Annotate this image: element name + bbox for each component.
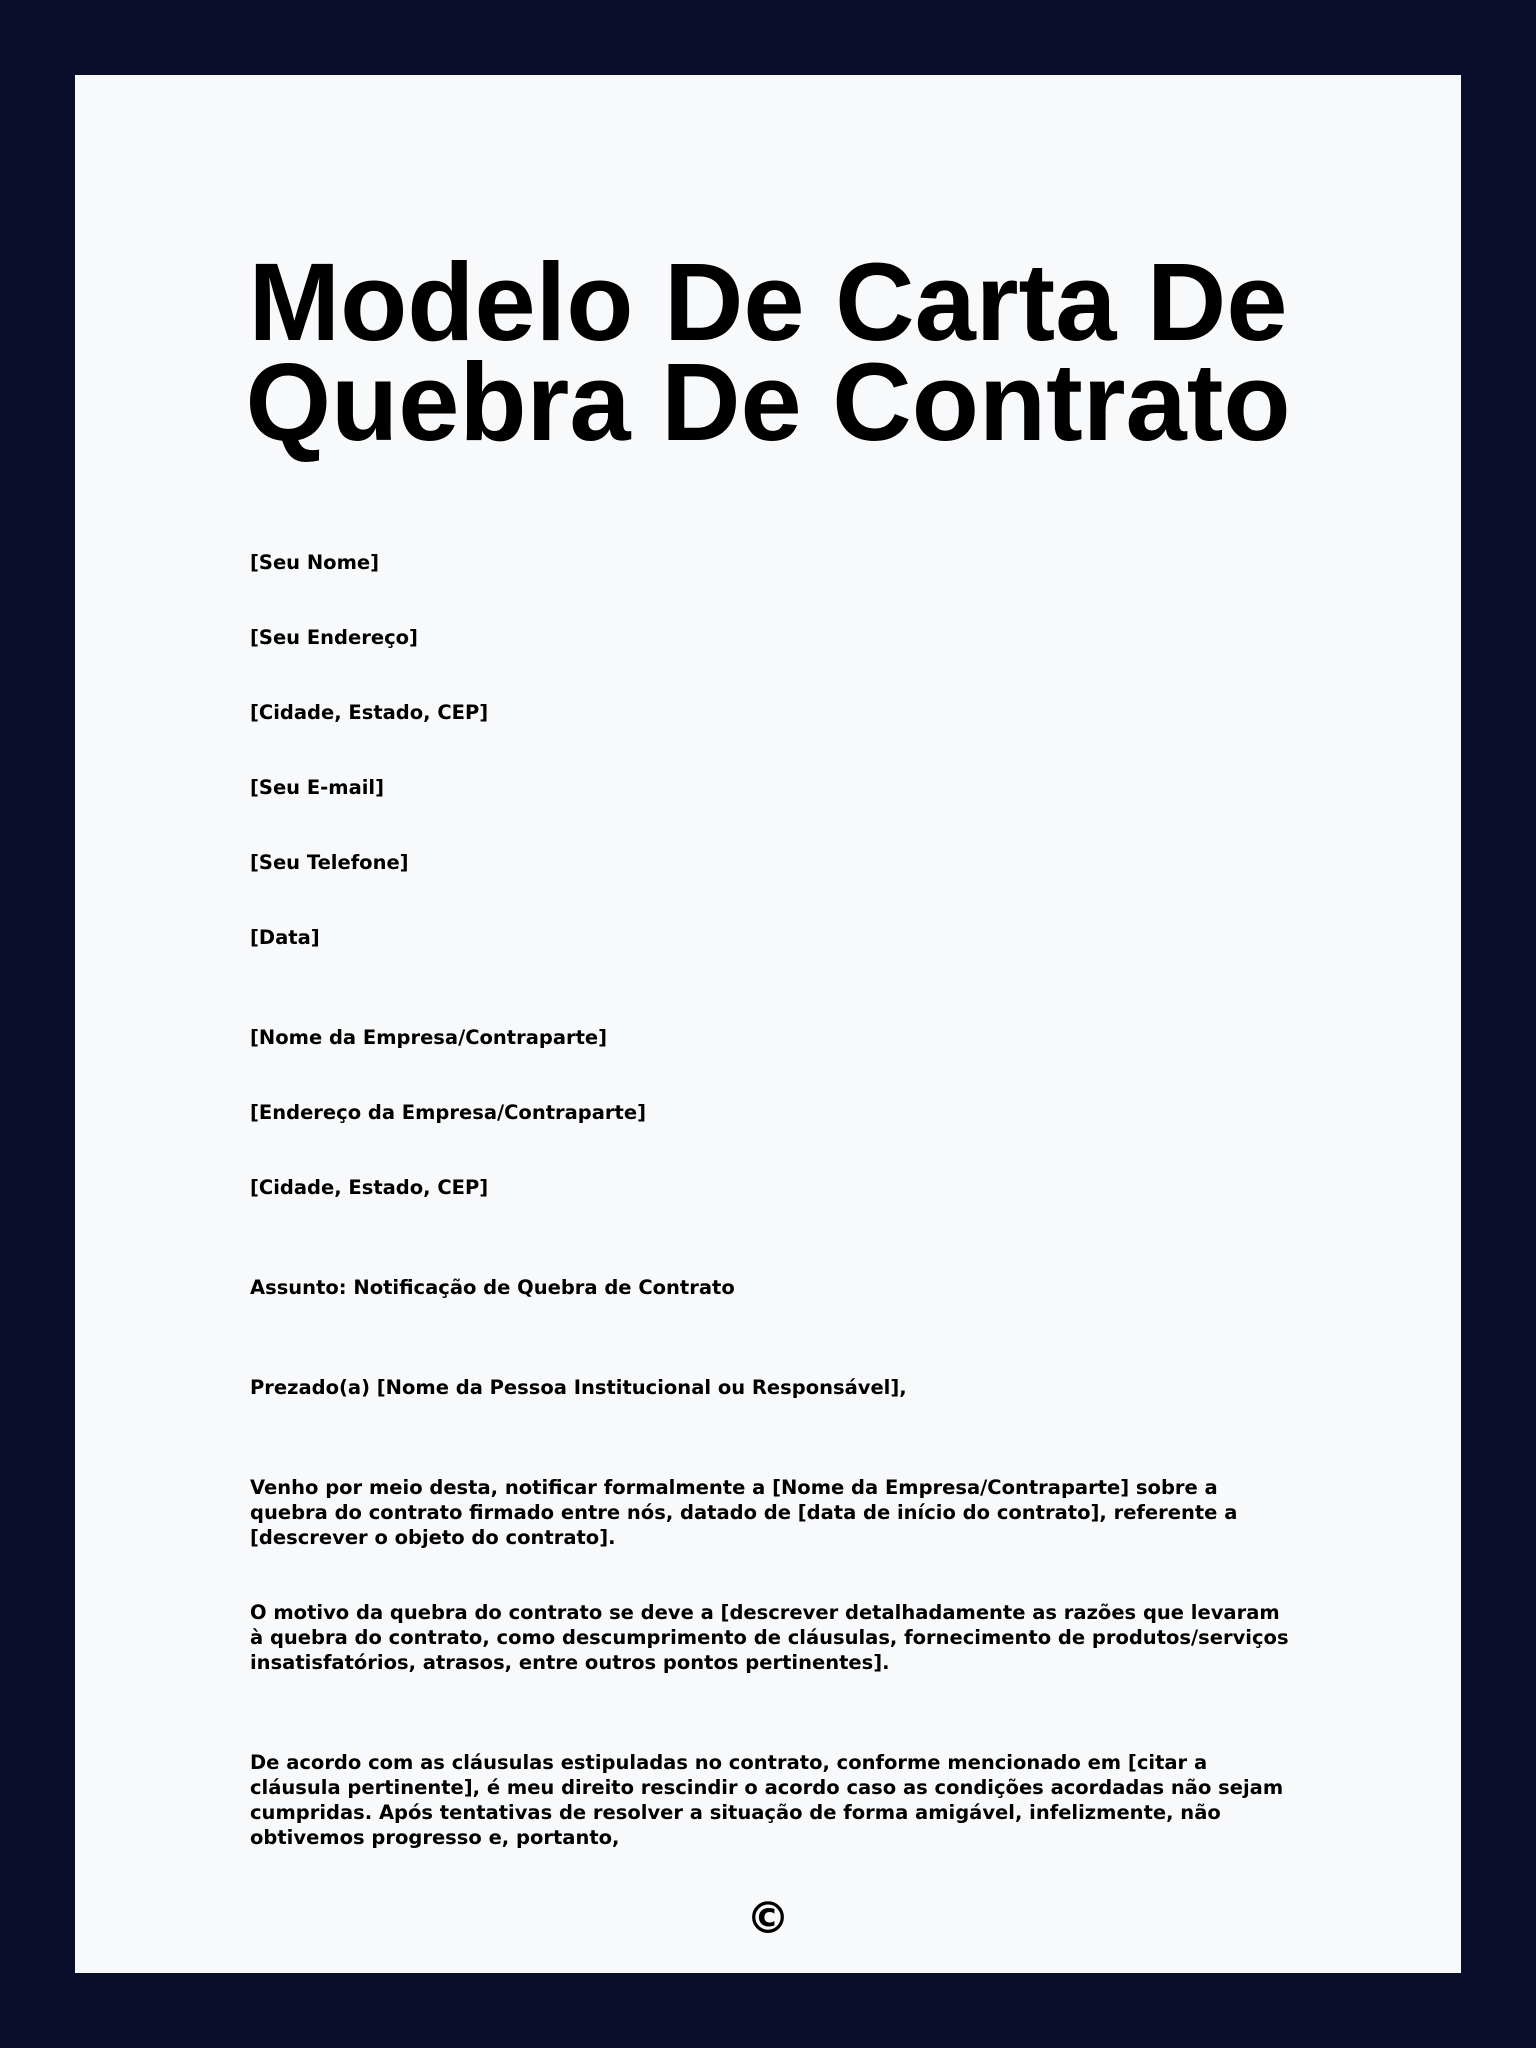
recipient-city-state-zip: [Cidade, Estado, CEP] bbox=[250, 1176, 489, 1199]
recipient-address: [Endereço da Empresa/Contraparte] bbox=[250, 1101, 646, 1124]
sender-city-state-zip: [Cidade, Estado, CEP] bbox=[250, 701, 489, 724]
letter-paragraph: Venho por meio desta, notificar formalmente a [Nome da Empresa/Contraparte] sobre a quebra do contrato firmado entre nós, datado de [data de início do contrato], referente a [descrever o objeto do contrato]. bbox=[250, 1476, 1238, 1549]
sender-phone: [Seu Telefone] bbox=[250, 851, 409, 874]
recipient-company: [Nome da Empresa/Contraparte] bbox=[250, 1026, 608, 1049]
letter-paragraph: De acordo com as cláusulas estipuladas no contrato, conforme mencionado em [citar a cláusula pertinente], é meu direito rescindir o acordo caso as condições acordadas não sejam cumpridas. Após tentativas de resolver a situação de forma amigável, infelizmente, não obtivemos progresso e, portanto, bbox=[250, 1751, 1284, 1849]
letter-subject: Assunto: Notificação de Quebra de Contrato bbox=[250, 1276, 735, 1299]
letter-paragraph: O motivo da quebra do contrato se deve a [descrever detalhadamente as razões que levaram à quebra do contrato, como descumprimento de cláusulas, fornecimento de produtos/serviços insatisfatórios, atrasos, entre outros pontos pertinentes]. bbox=[250, 1601, 1289, 1674]
document-page bbox=[75, 75, 1461, 1973]
copyright-icon: © bbox=[746, 1893, 790, 1944]
sender-name: [Seu Nome] bbox=[250, 551, 380, 574]
letter-date: [Data] bbox=[250, 926, 320, 949]
letter-greeting: Prezado(a) [Nome da Pessoa Institucional ou Responsável], bbox=[250, 1376, 907, 1399]
sender-email: [Seu E-mail] bbox=[250, 776, 385, 799]
sender-address: [Seu Endereço] bbox=[250, 626, 418, 649]
document-title: Modelo De Carta De Quebra De Contrato bbox=[245, 241, 1291, 464]
